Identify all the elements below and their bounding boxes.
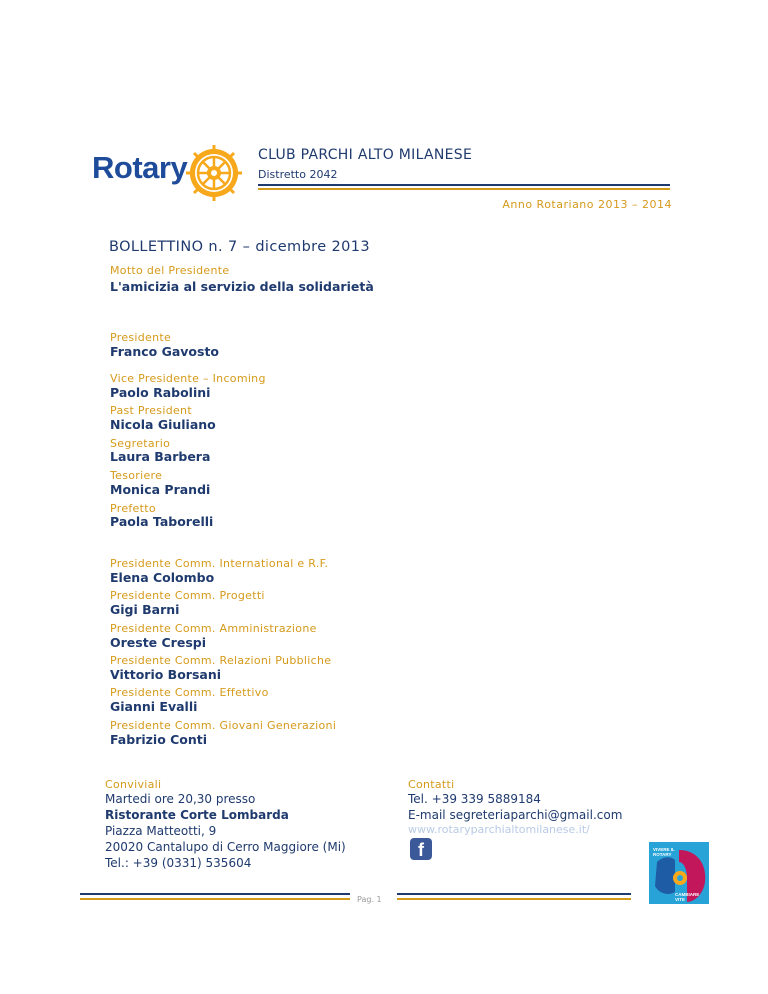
footer-rule-gold-right xyxy=(397,898,631,900)
footer-rule-navy-right xyxy=(397,893,631,895)
officer-role: Segretario xyxy=(110,437,171,450)
motto-text: L'amicizia al servizio della solidarietà xyxy=(110,279,374,294)
commission-role: Presidente Comm. Giovani Generazioni xyxy=(110,719,337,732)
commission-role: Presidente Comm. Effettivo xyxy=(110,686,269,699)
commission-name: Oreste Crespi xyxy=(110,635,207,650)
conviviali-venue: Ristorante Corte Lombarda xyxy=(105,808,289,822)
conviviali-time: Martedi ore 20,30 presso xyxy=(105,792,256,806)
commission-name: Vittorio Borsani xyxy=(110,667,222,682)
theme-logo-bottom-text: CAMBIARE VITE xyxy=(675,892,700,902)
club-name: CLUB PARCHI ALTO MILANESE xyxy=(258,147,473,163)
theme-logo-top-text: VIVERE IL ROTARY xyxy=(653,847,675,857)
conviviali-city: 20020 Cantalupo di Cerro Maggiore (Mi) xyxy=(105,840,346,854)
footer-rule-navy-left xyxy=(80,893,350,895)
officer-name: Paolo Rabolini xyxy=(110,385,211,400)
officer-name: Paola Taborelli xyxy=(110,514,214,529)
commission-role: Presidente Comm. International e R.F. xyxy=(110,557,329,570)
rotary-year: Anno Rotariano 2013 – 2014 xyxy=(502,198,672,211)
header-rule-navy xyxy=(258,184,670,186)
officer-role: Past President xyxy=(110,404,192,417)
commission-name: Elena Colombo xyxy=(110,570,215,585)
officer-role: Presidente xyxy=(110,331,172,344)
commission-name: Gigi Barni xyxy=(110,602,180,617)
facebook-icon[interactable]: f xyxy=(410,838,432,860)
contatti-email[interactable]: E-mail segreteriaparchi@gmail.com xyxy=(408,808,623,822)
officer-name: Laura Barbera xyxy=(110,449,211,464)
website-link[interactable]: www.rotaryparchialtomilanese.it/ xyxy=(408,823,590,836)
conviviali-address: Piazza Matteotti, 9 xyxy=(105,824,217,838)
conviviali-phone: Tel.: +39 (0331) 535604 xyxy=(105,856,252,870)
officer-role: Tesoriere xyxy=(110,469,163,482)
bulletin-title: BOLLETTINO n. 7 – dicembre 2013 xyxy=(109,239,371,255)
district: Distretto 2042 xyxy=(258,168,338,181)
vivere-il-rotary-logo xyxy=(649,842,709,904)
contatti-phone: Tel. +39 339 5889184 xyxy=(408,792,541,806)
footer-rule-gold-left xyxy=(80,898,350,900)
commission-name: Fabrizio Conti xyxy=(110,732,208,747)
page-number: Pag. 1 xyxy=(357,895,382,904)
contatti-block xyxy=(408,778,622,836)
rotary-wordmark: Rotary xyxy=(92,150,188,185)
commission-role: Presidente Comm. Progetti xyxy=(110,589,265,602)
officer-role: Vice Presidente – Incoming xyxy=(110,372,266,385)
officer-name: Franco Gavosto xyxy=(110,344,220,359)
officer-name: Monica Prandi xyxy=(110,482,211,497)
motto-label: Motto del Presidente xyxy=(110,264,230,277)
rotary-wheel-icon xyxy=(186,145,242,201)
header-rule-gold xyxy=(258,188,670,190)
commission-role: Presidente Comm. Relazioni Pubbliche xyxy=(110,654,332,667)
contatti-label: Contatti xyxy=(408,778,455,791)
commission-name: Gianni Evalli xyxy=(110,699,198,714)
officer-role: Prefetto xyxy=(110,502,156,515)
conviviali-label: Conviviali xyxy=(105,778,162,791)
conviviali-block xyxy=(105,778,346,871)
commission-role: Presidente Comm. Amministrazione xyxy=(110,622,317,635)
officer-name: Nicola Giuliano xyxy=(110,417,216,432)
